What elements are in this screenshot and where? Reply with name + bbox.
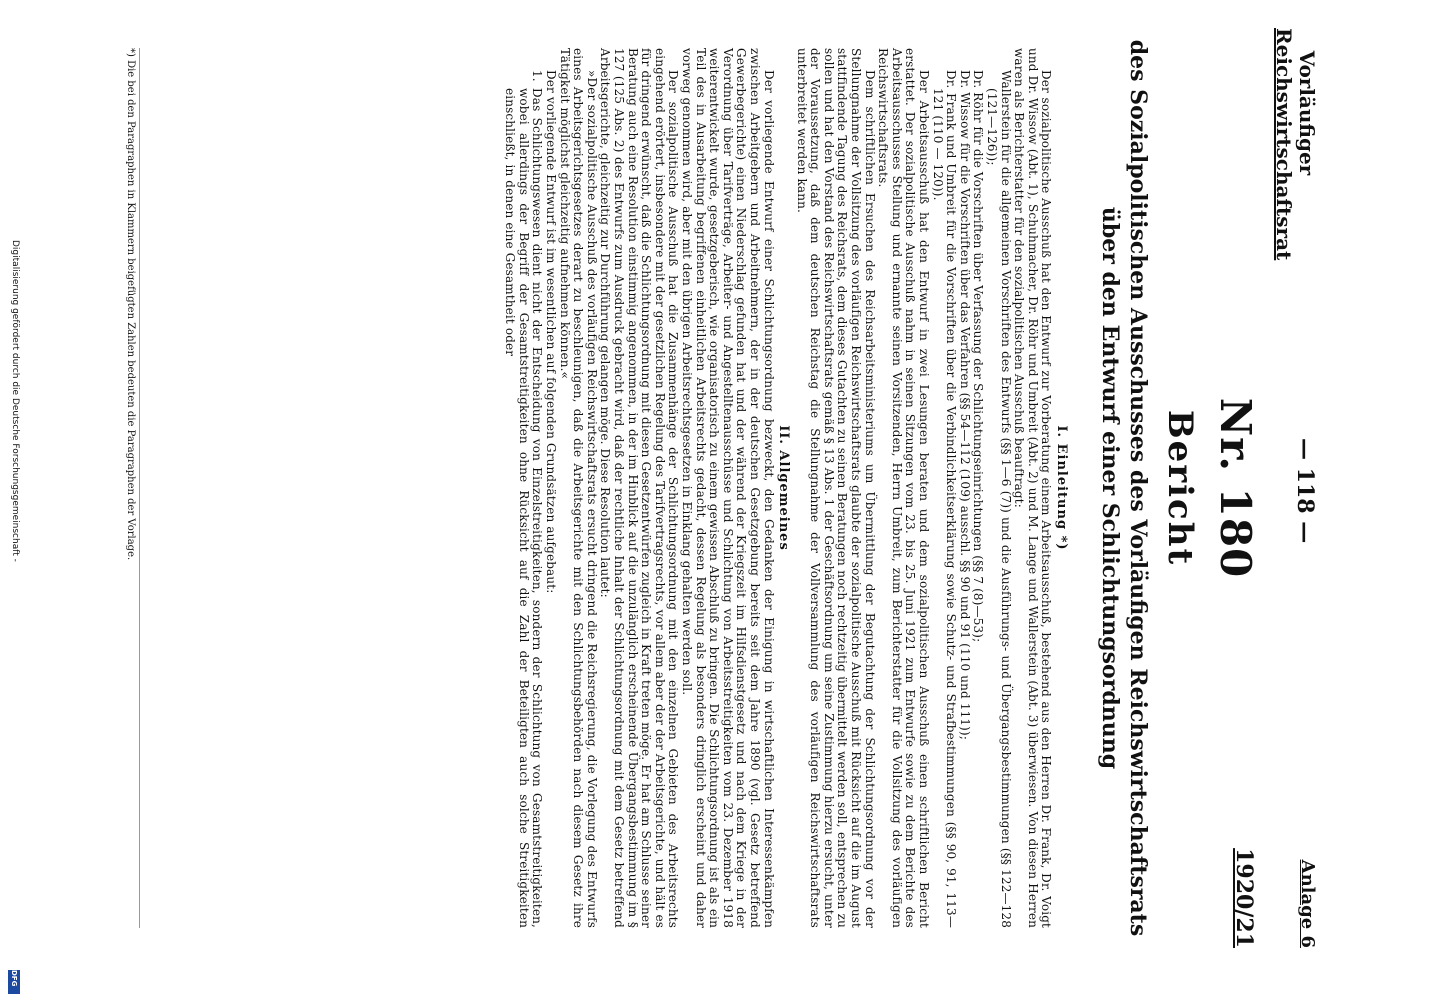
digitization-notice — [8, 240, 20, 987]
dfg-logo-text: DFG — [10, 970, 18, 987]
document-number: Nr. 180 — [1211, 397, 1260, 579]
attachment-label: Anlage 6 — [1297, 859, 1318, 948]
session-year: 1920/21 — [1231, 848, 1257, 948]
document-subtitle — [1096, 8, 1152, 968]
subtitle-line-1: des Sozialpolitischen Ausschusses des Vorläufigen Reichswirtschaftsrats — [1125, 39, 1151, 937]
organization-header — [1272, 28, 1319, 261]
paragraph: Wallerstein für die allgemeinen Vorschriften des Entwurfs (§§ 1—6 (7)) und die Ausführungs- und Übergangsbestimmungen (§§ 122—128 (121—126)); — [985, 70, 1013, 928]
section-heading: II. Allgemeines — [776, 425, 792, 551]
rotated-document — [110, 8, 1330, 968]
digitization-text: Digitalisierung gefördert durch die Deutsche Forschungsgemeinschaft - — [10, 240, 20, 562]
paragraph: »Der sozialpolitische Ausschuß des vorläufigen Reichswirtschaftsrats ersucht dringend die Reichsregierung, die Vorlegung des Entwurfs eines Arbeitsgerichtsgesetzes derart zu beschleunigen, daß die Arbeitsgerichte mit den Schlichtungsbehörden nach diesem Gesetz ihre Tätigkeit möglichst gleichzeitig aufnehmen können.« — [557, 48, 599, 928]
org-line-2: Reichswirtschaftsrat — [1272, 28, 1296, 261]
dfg-logo — [8, 970, 20, 994]
org-line-1: Vorläufiger — [1295, 50, 1319, 176]
paragraph: Der sozialpolitische Ausschuß hat den Entwurf zur Vorberatung einem Arbeitsausschuß, bestehend aus den Herren Dr. Frank, Dr. Voigt und Dr. Wissow (Abt. 1), Schuhmacher, Dr. Röhr und Umbreit (Abt. 2) und M. Lange und Wallerstein (Abt. 3) überwiesen. Von diesen Herren waren als Berichterstatter für den sozialpolitischen Ausschuß beauftragt: — [1012, 48, 1054, 928]
document-body — [503, 48, 1072, 928]
section-heading: I. Einleitung *) — [1054, 425, 1069, 551]
page-number: — 118 — — [1292, 438, 1318, 544]
document-title: Bericht — [1160, 409, 1200, 567]
subtitle-line-2: über den Entwurf einer Schlichtungsordnung — [1097, 206, 1123, 770]
paragraph: Der vorliegende Entwurf ist im wesentlichen auf folgenden Grundsätzen aufgebaut: — [544, 70, 559, 594]
footnote: *) Die bei den Paragraphen in Klammern beigefügten Zahlen bedeuten die Paragraphen der Vorlage. — [124, 48, 140, 928]
paragraph: 1. Das Schlichtungswesen dient nicht der Entscheidung von Einzelstreitigkeiten, sondern der Schlichtung von Gesamtstreitigkeiten, wobei allerdings der Begriff der Gesamtstreitigkeiten ohne Rücksicht auf die Zahl der Beteiligten auch solche Streitigkeiten einschließt, in denen eine Gesamtheit oder — [503, 70, 545, 928]
paragraph: Dr. Wissow für die Vorschriften über das Verfahren (§§ 54—112 (109) ausschl. §§ 90 und 91 (110 und 111)); — [957, 70, 972, 741]
paragraph: Der vorliegende Entwurf einer Schlichtungsordnung bezweckt, den Gedanken der Einigung in wirtschaftlichen Interessenkämpfen zwischen Arbeitgebern und Arbeitnehmern, der in der deutschen Gesetzgebung bereits seit dem Jahre 1890 (vgl. Gesetz betreffend Gewerbegerichte) einen Niederschlag gefunden hat und der während der Kriegszeit im Hilfsdienstgesetz und nach dem Kriege in der Verordnung über Tarifverträge, Arbeiter- und Angestelltenausschüsse und Schlichtung von Arbeitsstreitigkeiten vom 23. Dezember 1918 weiterentwickelt wurde, gesetzgeberisch, wie organisatorisch zu einem gewissen Abschluß zu bringen. Die Schlichtungsordnung ist als ein Teil des in Ausarbeitung begriffenen einheitlichen Arbeitsrechts gedacht, dessen Regelung als besonders dringlich erscheint und daher vorweg genommen wird, aber mit den übrigen Arbeitsrechtsgesetzen in Einklang gehalten werden soll. — [679, 48, 776, 928]
paragraph: Dr. Röhr für die Vorschriften über Verfassung der Schlichtungseinrichtungen (§§ 7 (8)—53); — [971, 70, 986, 643]
paragraph: Der sozialpolitische Ausschuß hat die Zusammenhänge der Schlichtungsordnung mit den einzelnen Gebieten des Arbeitsrechts eingehend erörtert, insbesondere mit der gesetzlichen Regelung des Tarifvertragsrechts, vor allem aber der der Arbeitsgerichte, und hält es für dringend erwünscht, daß die Schlichtungsordnung mit diesen Gesetzentwürfen zugleich in Kraft treten möge. Er hat am Schlusse seiner Beratung auch eine Resolution einstimmig angenommen, in der im Hinblick auf die unzulänglich erscheinende Übergangsbestimmung im § 127 (125 Abs. 2) des Entwurfs zum Ausdruck gebracht wird, daß der rechtliche Inhalt der Schlichtungsordnung mit dem Gesetz betreffend Arbeitsgerichte, gleichzeitig zur Durchführung gelangen möge. Diese Resolution lautet: — [598, 48, 681, 929]
paragraph: Der Arbeitsausschuß hat den Entwurf in zwei Lesungen beraten und dem sozialpolitischen Ausschuß einen schriftlichen Bericht erstattet. Der sozialpolitische Ausschuß nahm in seinen Sitzungen vom 23. bis 25. Juni 1921 zum Entwurfe sowie zu dem Berichte des Arbeitsausschusses Stellung und ernannte seinen Vorsitzenden, Herrn Umbreit, zum Berichterstatter für die Vollsitzung des vorläufigen Reichswirtschaftsrats. — [876, 48, 932, 928]
paragraph: Dr. Frank und Umbreit für die Vorschriften über die Verbindlichkeitserklärung sowie Schutz- und Strafbestimmungen (§§ 90, 91, 113—121 (110 — 120)). — [930, 70, 959, 928]
paragraph: Dem schriftlichen Ersuchen des Reichsarbeitsministeriums um Übermittlung der Begutachtung der Schlichtungsordnung vor der Stellungnahme der Vollsitzung des vorläufigen Reichswirtschaftsrats glaubte der sozialpolitische Ausschuß mit Rücksicht auf die im August stattfindende Tagung des Reichsrats, dem dieses Gutachten zu seinen Beratungen noch rechtzeitig übermittelt werden soll, entsprechen zu sollen und hat den Vorstand des Reichswirtschaftsrats gemäß § 13 Abs. 1 der Geschäftsordnung um seine Zustimmung hierzu ersucht, unter der Voraussetzung, daß dem deutschen Reichstag die Stellungnahme der Vollversammlung des vorläufigen Reichswirtschaftsrats unterbreitet werden kann. — [794, 48, 877, 928]
